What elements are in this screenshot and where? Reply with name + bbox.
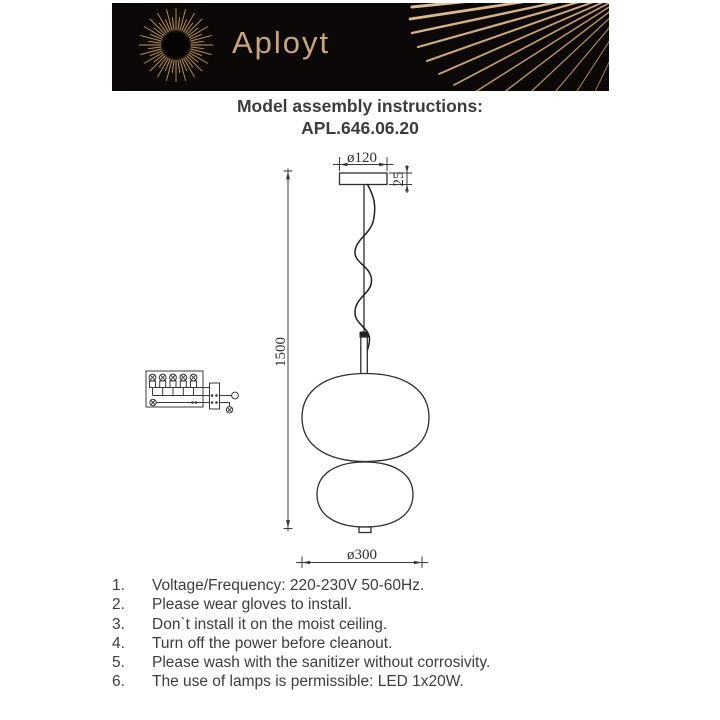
instruction-item (112, 672, 612, 691)
page-title: Model assembly instructions: (236, 96, 484, 116)
item-text: Don`t install it on the moist ceiling. (152, 615, 388, 633)
upper-shade (302, 374, 429, 462)
item-number: 5. (112, 654, 125, 672)
instruction-item (112, 653, 612, 672)
item-text: Please wear gloves to install. (152, 596, 352, 614)
dim-shade-diameter (296, 547, 428, 568)
technical-drawing (130, 145, 460, 585)
item-text: Please wash with the sanitizer without corrosivity. (152, 654, 491, 672)
item-number: 1. (112, 577, 125, 594)
brand-wordmark: Aployt (232, 25, 331, 60)
svg-text:ø300: ø300 (347, 547, 377, 563)
sunburst-logo-icon (132, 3, 220, 89)
item-number: 6. (112, 673, 125, 691)
svg-text:25: 25 (391, 171, 407, 187)
svg-text:ø120: ø120 (347, 150, 377, 166)
brand-banner (112, 3, 609, 91)
dim-total-height (273, 169, 293, 532)
ceiling-canopy (340, 173, 388, 185)
item-text: The use of lamps is permissible: LED 1x20W. (152, 673, 464, 691)
instruction-item (112, 634, 612, 653)
item-number: 2. (112, 596, 125, 614)
item-number: 4. (112, 634, 125, 652)
neutral-terminal-icon (232, 392, 239, 399)
item-number: 3. (112, 615, 125, 633)
wiring-diagram (146, 371, 238, 413)
rod (361, 337, 368, 374)
instruction-item (112, 615, 612, 634)
model-code: APL.646.06.20 (301, 118, 419, 138)
ground-terminal-icon (226, 407, 232, 413)
bottom-finial (359, 527, 371, 533)
svg-text:1500: 1500 (273, 337, 289, 367)
banner-decor (112, 3, 609, 91)
lower-shade (317, 462, 413, 527)
instruction-item (112, 576, 612, 595)
lamp-symbols (149, 374, 197, 387)
corner-rays-icon (410, 3, 609, 91)
item-text: Voltage/Frequency: 220-230V 50-60Hz. (152, 577, 425, 594)
dim-canopy-diameter (333, 150, 394, 171)
dim-canopy-height (389, 165, 412, 193)
instruction-item (112, 595, 612, 614)
item-text: Turn off the power before cleanout. (152, 634, 393, 652)
instruction-list (112, 576, 612, 692)
